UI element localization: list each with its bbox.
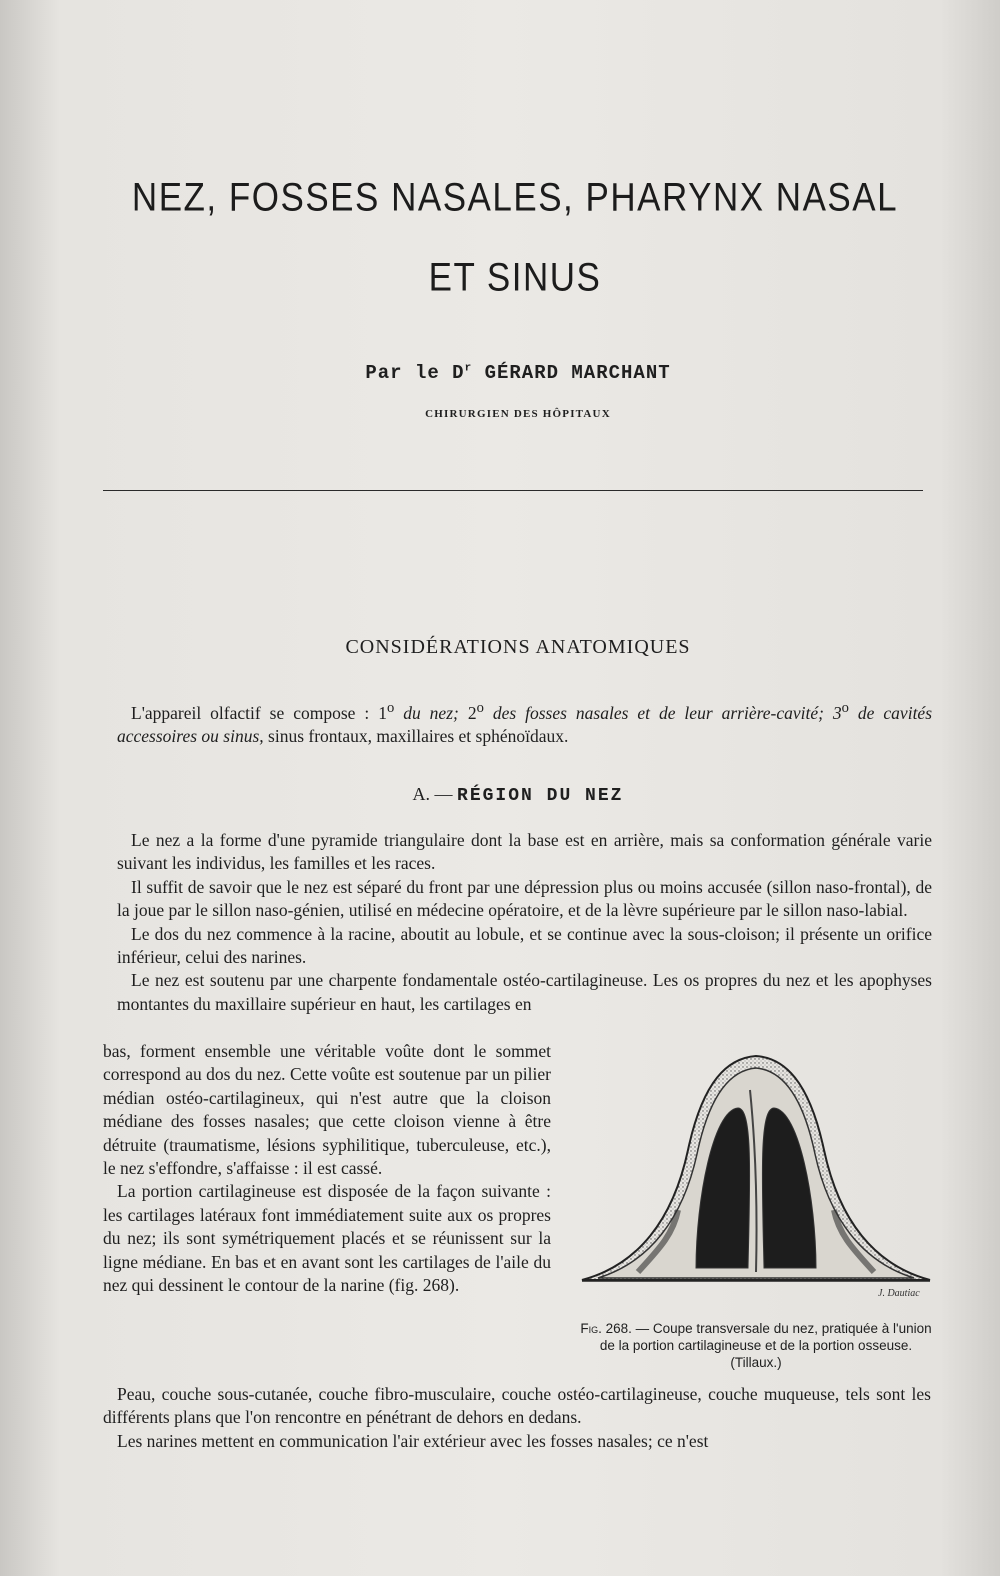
intro-italic-1: du nez; xyxy=(394,702,468,723)
paragraph-text: La portion cartilagineuse est disposée de la façon suivante : les cartilages latéraux font immédiatement suite aux os propres du nez; ils sont symétriquement placés et se réunissent sur la ligne médiane. En bas et en avant sont les cartilages de l'aile du nez qui dessinent le contour de la narine (fig. 268). xyxy=(103,1181,551,1296)
title-line-1: NEZ, FOSSES NASALES, PHARYNX NASAL xyxy=(131,175,899,220)
title-divider xyxy=(103,490,923,491)
body-paragraphs-wrapped xyxy=(103,1040,551,1297)
paragraph xyxy=(117,829,932,876)
figure-caption xyxy=(576,1320,936,1371)
intro-sup-2: o xyxy=(476,700,484,716)
intro-sup-3: o xyxy=(841,700,849,716)
body-paragraphs-top xyxy=(117,829,932,1016)
intro-text-b: sinus frontaux, maxillaires et sphénoïdaux. xyxy=(263,726,569,747)
paragraph: bas, forment ensemble une véritable voûte dont le sommet correspond au dos du nez. Cette voûte est soutenue par un pilier médian ostéo-cartilagineux, qui n'est autre que la cloison médiane des fosses nasales; que cette cloison vienne à être détruite (traumatisme, lésions syphilitique, tuberculeuse, etc.), le nez s'effondre, s'affaisse : il est cassé. xyxy=(103,1041,551,1179)
subsection-letter: A. — xyxy=(412,784,453,804)
section-heading: CONSIDÉRATIONS ANATOMIQUES xyxy=(345,636,691,658)
figure-caption-text: — Coupe transversale du nez, pratiquée à l'union de la portion cartilagineuse et de la portion osseuse. (Tillaux.) xyxy=(599,1321,932,1370)
paragraph xyxy=(117,876,932,923)
paragraph xyxy=(103,1383,931,1430)
byline-prefix: Par le D xyxy=(365,362,465,384)
paragraph xyxy=(103,1430,931,1453)
title-line-2: ET SINUS xyxy=(428,255,602,300)
byline-sup: r xyxy=(464,362,473,375)
intro-sup-1: o xyxy=(386,700,395,716)
intro-paragraph xyxy=(117,697,932,749)
intro-num-2: 2 xyxy=(467,702,477,723)
paragraph-text: Le nez a la forme d'une pyramide triangulaire dont la base est en arrière, mais sa conformation générale varie suivant les individus, les familles et les races. xyxy=(117,830,932,874)
paragraph xyxy=(117,923,932,970)
paragraph-text: Le dos du nez commence à la racine, aboutit au lobule, et se continue avec la sous-cloison; il présente un orifice inférieur, celui des narines. xyxy=(117,923,932,968)
subsection-heading xyxy=(0,784,1000,806)
paragraph-text: Le nez est soutenu par une charpente fondamentale ostéo-cartilagineuse. Les os propres du nez et les apophyses montantes du maxillaire supérieur en haut, les cartilages en xyxy=(117,970,932,1014)
paragraph-text: Il suffit de savoir que le nez est séparé du front par une dépression plus ou moins accusée (sillon naso-frontal), de la joue par le sillon naso-génien, utilisé en médecine opératoire, et de la lèvre supérieure par le sillon naso-labial. xyxy=(117,876,932,921)
intro-text-a: L'appareil olfactif se compose : 1 xyxy=(131,702,387,723)
figure-label: Fig. 268. xyxy=(580,1321,632,1336)
paragraph xyxy=(103,1180,551,1297)
paragraph-text: Peau, couche sous-cutanée, couche fibro-musculaire, couche ostéo-cartilagineuse, couche muqueuse, tels sont les différents plans que l'on rencontre en pénétrant de dehors en dedans. xyxy=(103,1384,931,1428)
subsection-title: RÉGION DU NEZ xyxy=(457,786,624,806)
figure-signature: J. Dautiac xyxy=(878,1288,920,1299)
nose-cross-section-figure xyxy=(578,1050,934,1308)
author-byline xyxy=(0,362,1000,384)
paragraph-text: Les narines mettent en communication l'air extérieur avec les fosses nasales; ce n'est xyxy=(117,1430,709,1451)
intro-italic-3: de cavités accessoires ou sinus, xyxy=(117,702,933,747)
intro-italic-2: des fosses nasales et de leur arrière-cavité; 3 xyxy=(483,702,842,723)
author-name: GÉRARD MARCHANT xyxy=(484,362,671,384)
paragraph xyxy=(117,969,932,1016)
body-paragraphs-bottom xyxy=(103,1383,931,1453)
author-role: CHIRURGIEN DES HÔPITAUX xyxy=(425,408,611,420)
